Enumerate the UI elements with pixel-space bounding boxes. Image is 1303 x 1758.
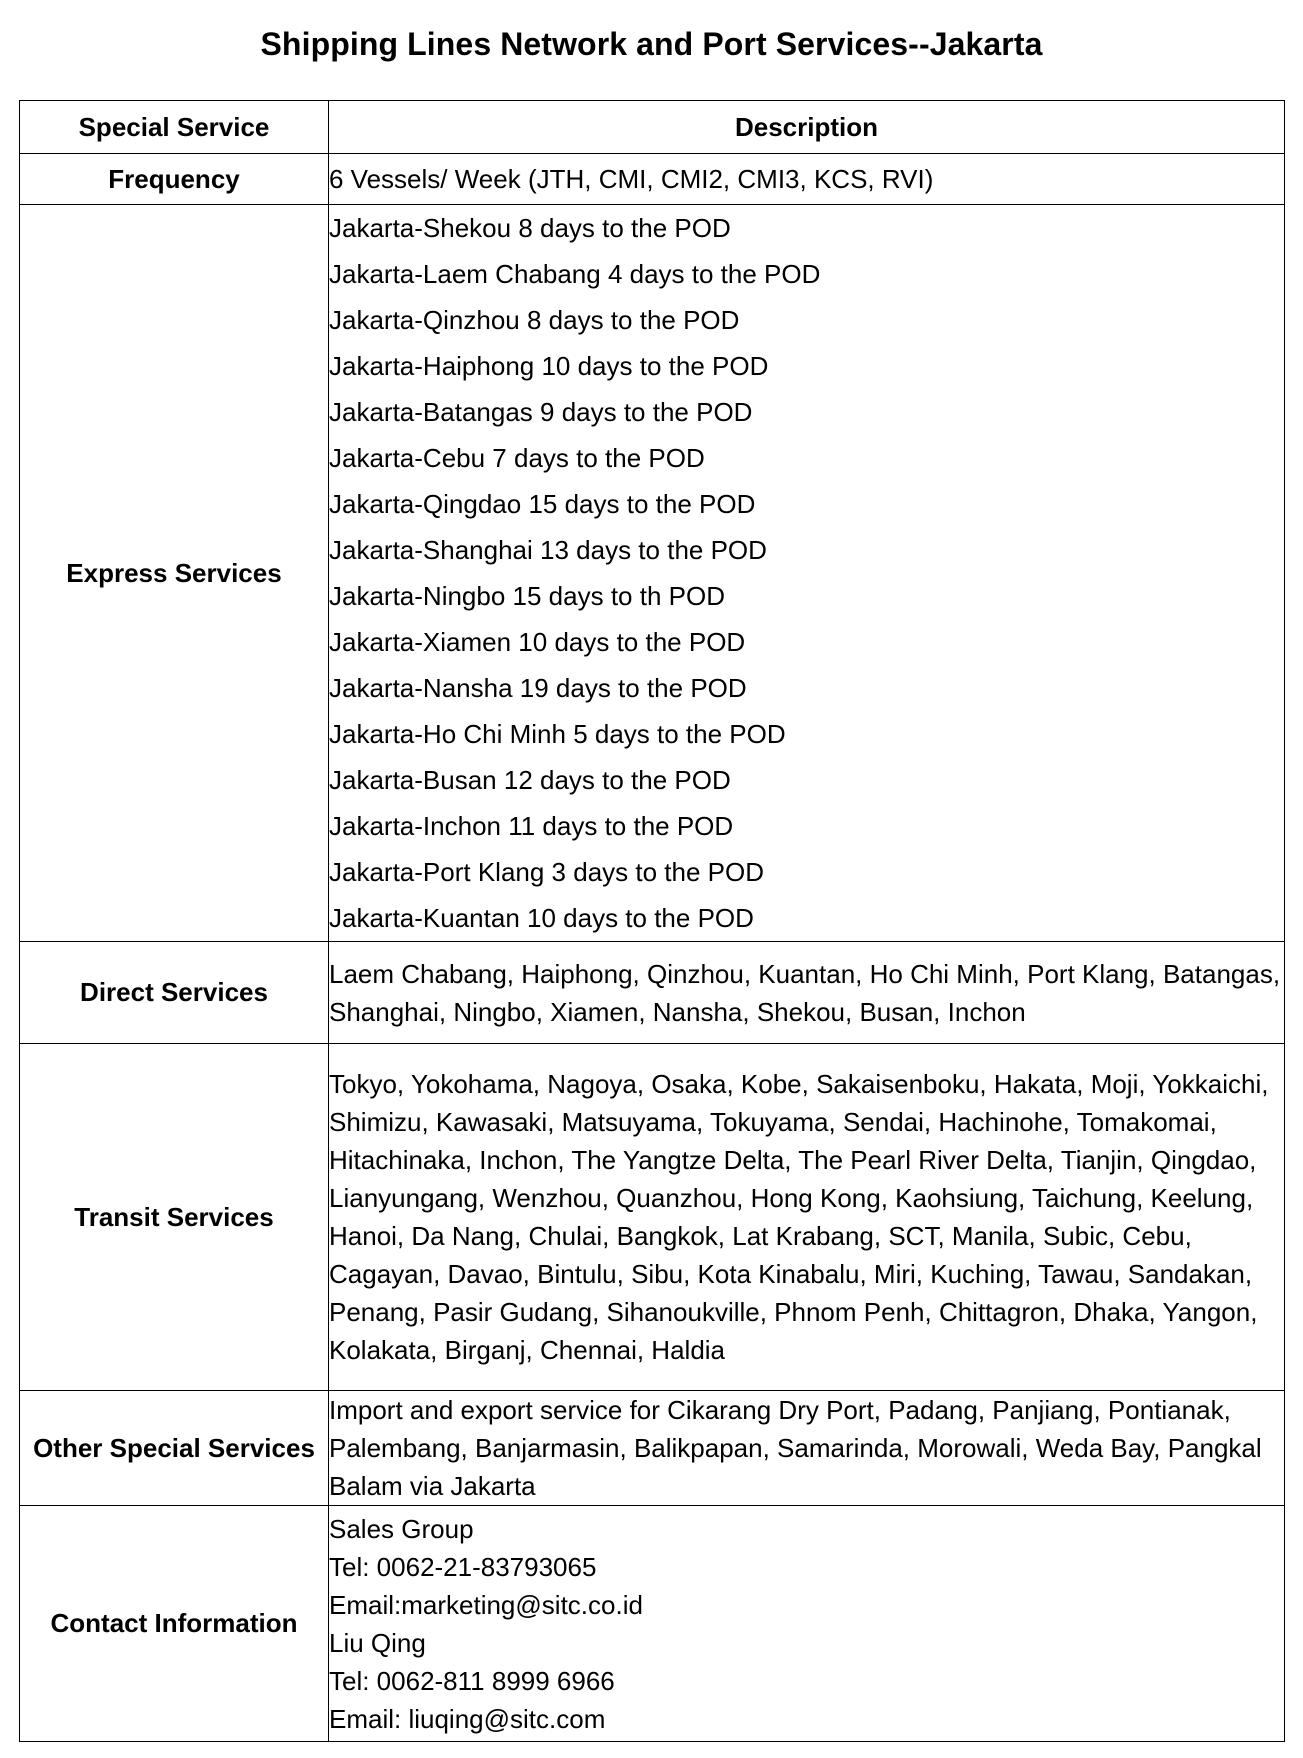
contact-phone: Tel: 0062-811 8999 6966: [329, 1665, 615, 1696]
express-route: Jakarta-Ho Chi Minh 5 days to the POD: [329, 719, 786, 749]
direct-value: Laem Chabang, Haiphong, Qinzhou, Kuantan, Ho Chi Minh, Port Klang, Batangas, Shanghai, Ningbo, Xiamen, Nansha, Shekou, Busan, Inchon: [329, 958, 1281, 1027]
transit-label: Transit Services: [20, 1044, 329, 1391]
express-route: Jakarta-Port Klang 3 days to the POD: [329, 857, 764, 887]
header-special-service: Special Service: [20, 101, 329, 154]
other-label: Other Special Services: [20, 1391, 329, 1506]
contact-list: [329, 1506, 1285, 1742]
express-label: Express Services: [20, 205, 329, 942]
direct-label: Direct Services: [20, 942, 329, 1044]
express-route: Jakarta-Shekou 8 days to the POD: [329, 213, 731, 243]
express-route: Jakarta-Nansha 19 days to the POD: [329, 673, 747, 703]
express-route: Jakarta-Kuantan 10 days to the POD: [329, 903, 754, 933]
services-table: [19, 100, 1285, 1742]
express-route: Jakarta-Haiphong 10 days to the POD: [329, 351, 769, 381]
frequency-label: Frequency: [20, 154, 329, 205]
express-route: Jakarta-Laem Chabang 4 days to the POD: [329, 259, 821, 289]
contact-phone: Tel: 0062-21-83793065: [329, 1551, 597, 1582]
contact-email-link[interactable]: Email:marketing@sitc.co.id: [329, 1589, 643, 1620]
contact-group: Sales Group: [329, 1513, 474, 1544]
other-value: Import and export service for Cikarang Dry Port, Padang, Panjiang, Pontianak, Palembang, Banjarmasin, Balikpapan, Samarinda, Morowali, Weda Bay, Pangkal Balam via Jakarta: [329, 1395, 1262, 1501]
frequency-value: 6 Vessels/ Week (JTH, CMI, CMI2, CMI3, KCS, RVI): [329, 154, 1285, 205]
express-list: [329, 205, 1285, 942]
page-title: Shipping Lines Network and Port Services--Jakarta: [260, 26, 1043, 62]
express-route: Jakarta-Cebu 7 days to the POD: [329, 443, 705, 473]
table-row-contact: [20, 1506, 1285, 1742]
express-route: Jakarta-Shanghai 13 days to the POD: [329, 535, 767, 565]
table-row-transit: [20, 1044, 1285, 1391]
contact-label: Contact Information: [20, 1506, 329, 1742]
express-route: Jakarta-Qinzhou 8 days to the POD: [329, 305, 740, 335]
express-route: Jakarta-Inchon 11 days to the POD: [329, 811, 734, 841]
contact-person: Liu Qing: [329, 1627, 426, 1658]
table-row-direct: [20, 942, 1285, 1044]
express-route: Jakarta-Qingdao 15 days to the POD: [329, 489, 756, 519]
express-route: Jakarta-Busan 12 days to the POD: [329, 765, 731, 795]
express-route: Jakarta-Ningbo 15 days to th POD: [329, 581, 725, 611]
express-route: Jakarta-Xiamen 10 days to the POD: [329, 627, 746, 657]
header-description: Description: [329, 101, 1285, 154]
table-row-frequency: [20, 154, 1285, 205]
table-row-express: [20, 205, 1285, 942]
express-route: Jakarta-Batangas 9 days to the POD: [329, 397, 753, 427]
table-row-other: [20, 1391, 1285, 1506]
transit-value: Tokyo, Yokohama, Nagoya, Osaka, Kobe, Sakaisenboku, Hakata, Moji, Yokkaichi, Shimizu, Kawasaki, Matsuyama, Tokuyama, Sendai, Hachinohe, Tomakomai, Hitachinaka, Inchon, The Yangtze Delta, The Pearl River Delta, Tianjin, Qingdao, Lianyungang, Wenzhou, Quanzhou, Hong Kong, Kaohsiung, Taichung, Keelung, Hanoi, Da Nang, Chulai, Bangkok, Lat Krabang, SCT, Manila, Subic, Cebu, Cagayan, Davao, Bintulu, Sibu, Kota Kinabalu, Miri, Kuching, Tawau, Sandakan, Penang, Pasir Gudang, Sihanoukville, Phnom Penh, Chittagron, Dhaka, Yangon, Kolakata, Birganj, Chennai, Haldia: [329, 1069, 1269, 1365]
contact-email-link[interactable]: Email: liuqing@sitc.com: [329, 1703, 606, 1734]
table-header-row: [20, 101, 1285, 154]
